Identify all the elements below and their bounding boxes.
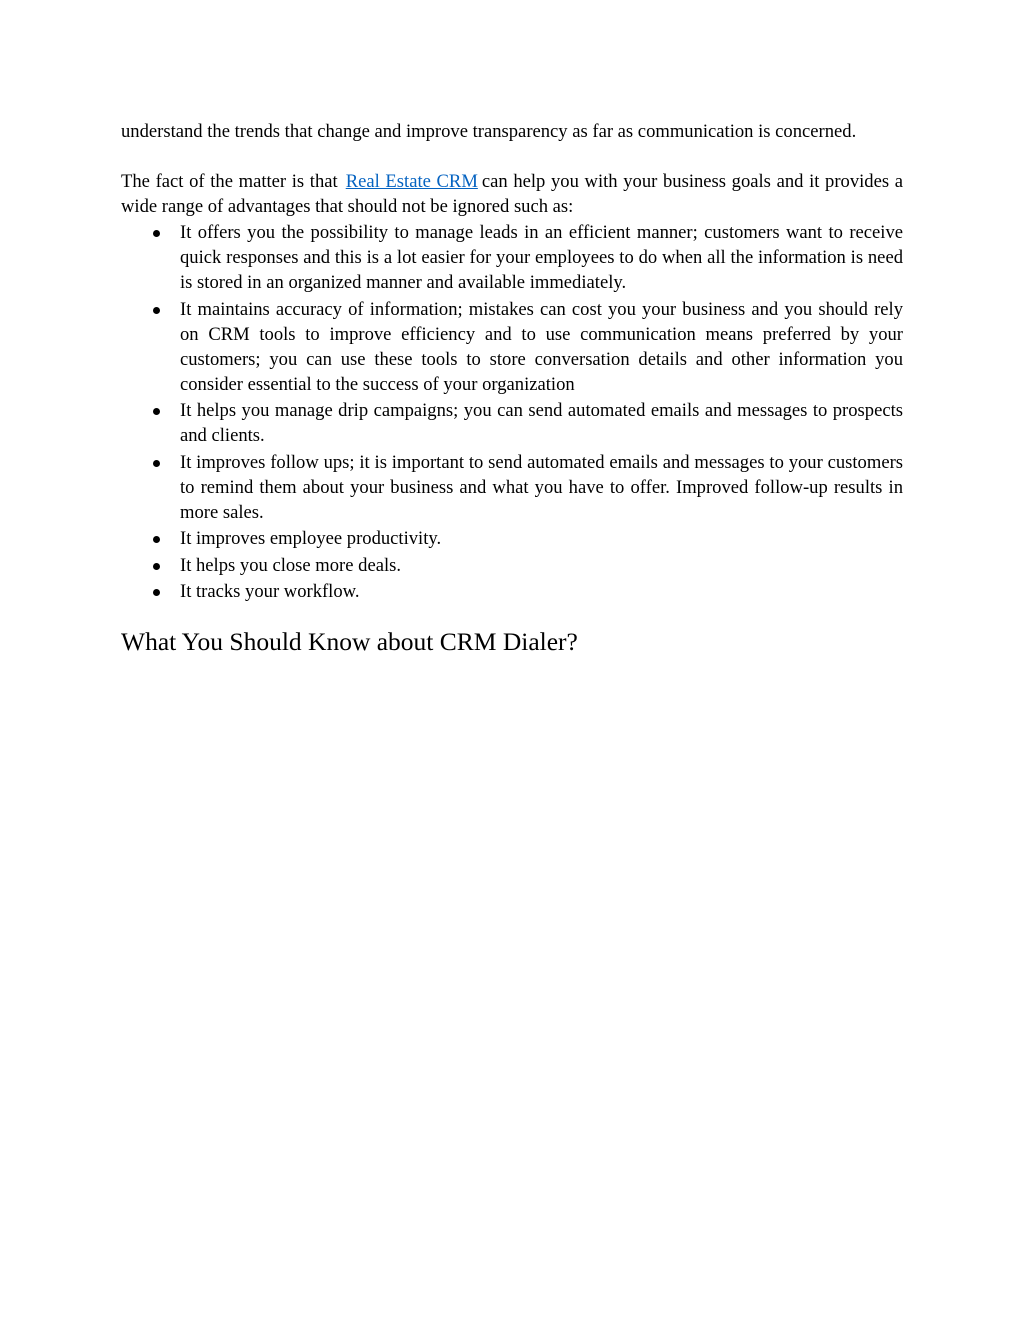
bullet-icon [153,307,160,314]
document-page [121,119,903,658]
list-item [121,398,903,448]
list-item-text: It maintains accuracy of information; mistakes can cost you your business and you should rely on CRM tools to improve efficiency and to use communication means preferred by your customers; you can use these tools to store conversation details and other information you consider essential to the success of your organization [180,298,903,395]
bullet-icon [153,563,160,570]
list-item [121,297,903,397]
list-item [121,553,903,578]
bullet-icon [153,589,160,596]
bullet-icon [153,230,160,237]
list-item-text: It improves follow ups; it is important to send automated emails and messages to your customers to remind them about your business and what you have to offer. Improved follow-up results in more sales. [180,451,903,523]
bullet-icon [153,408,160,415]
list-item [121,450,903,525]
bullet-icon [153,460,160,467]
paragraph-intro [121,169,903,219]
list-item-text: It offers you the possibility to manage leads in an efficient manner; customers want to receive quick responses and this is a lot easier for your employees to do when all the information is need is stored in an organized manner and available immediately. [180,222,903,293]
paragraph-intro-text-before: The fact of the matter is that [121,171,338,192]
list-item-text: It tracks your workflow. [180,581,360,602]
list-item [121,526,903,551]
paragraph-intro-text-after: can help you with your business goals and it provides a wide range of advantages that should not be ignored such as: [121,171,903,217]
real-estate-crm-link[interactable]: Real Estate CRM [345,171,478,192]
list-item [121,220,903,295]
list-item-text: It helps you manage drip campaigns; you can send automated emails and messages to prospects and clients. [180,400,903,446]
bullet-icon [153,536,160,543]
list-item [121,579,903,604]
list-item-text: It helps you close more deals. [180,554,402,576]
advantages-list [121,220,903,604]
section-heading: What You Should Know about CRM Dialer? [121,627,578,656]
list-item-text: It improves employee productivity. [180,528,442,549]
paragraph-continuation: understand the trends that change and improve transparency as far as communication is concerned. [121,121,857,142]
